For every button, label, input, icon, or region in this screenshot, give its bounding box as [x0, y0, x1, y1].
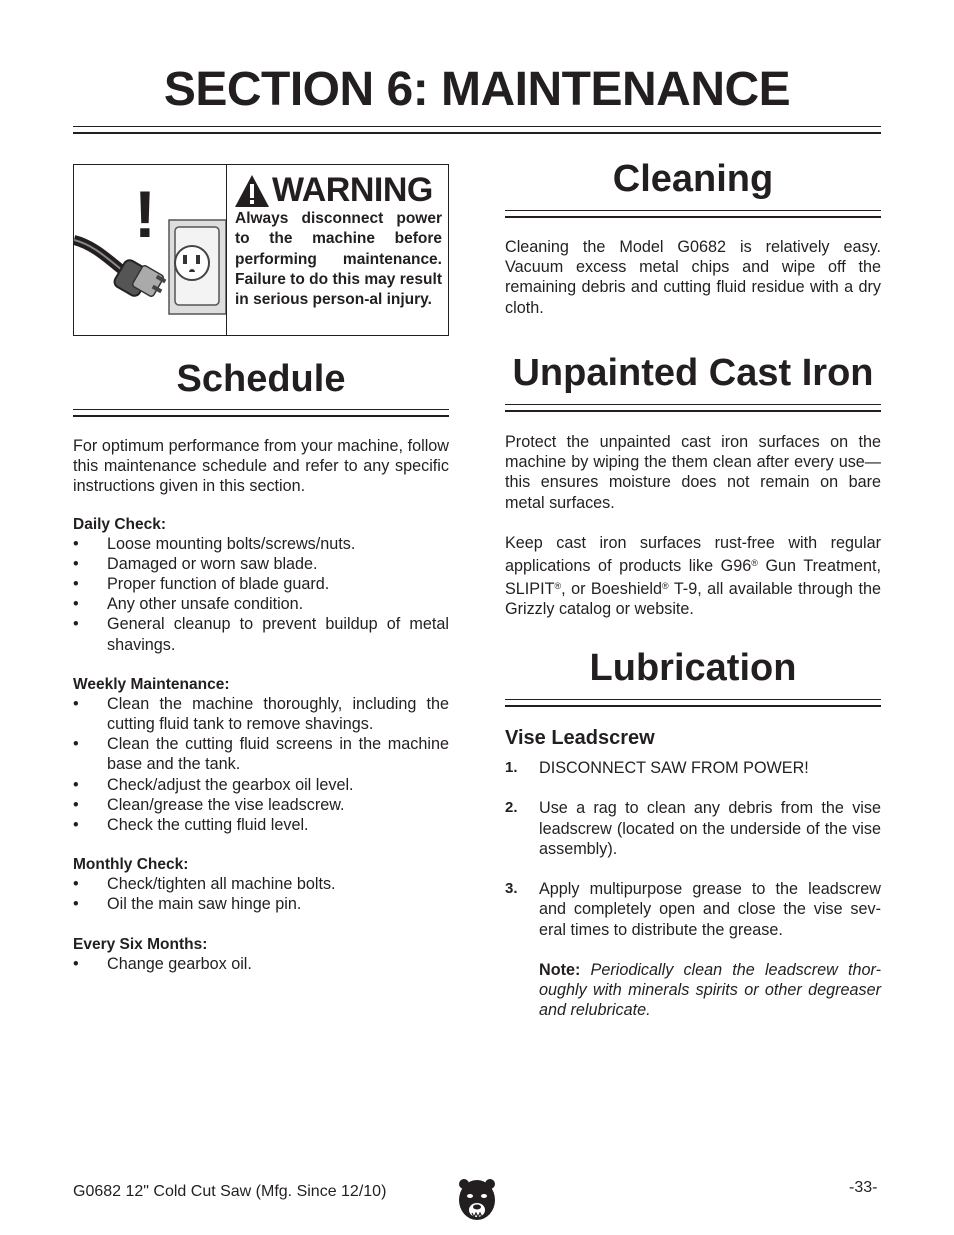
- cast-iron-content: [505, 432, 881, 620]
- step-text: Use a rag to clean any debris from the vise leadscrew (located on the underside of the vise assembly).: [539, 799, 881, 858]
- daily-check-label: Daily Check:: [73, 515, 167, 533]
- step-text: DISCONNECT SAW FROM POWER!: [539, 759, 809, 777]
- lubrication-heading: Lubrication: [589, 647, 797, 689]
- lubrication-content: [505, 727, 881, 1021]
- cast-iron-para1: Protect the unpainted cast iron surfaces on the machine by wiping the them clean after every use—this ensures moisture does not remain on bare metal surfaces.: [505, 433, 881, 512]
- cast-iron-para2: [505, 533, 881, 620]
- schedule-content: [73, 436, 449, 974]
- schedule-heading: Schedule: [176, 358, 346, 400]
- cast-iron-heading: Unpainted Cast Iron: [512, 352, 874, 394]
- step-item: [505, 798, 881, 859]
- note-label: Note:: [539, 960, 581, 979]
- cast-iron-para2-part-c: , or Boeshield: [561, 580, 663, 599]
- step-item: [505, 758, 881, 778]
- cast-iron-divider: [505, 404, 881, 412]
- schedule-divider: [73, 409, 449, 417]
- lubrication-steps: [505, 758, 881, 940]
- list-item: • Change gearbox oil.: [73, 954, 449, 974]
- grizzly-bear-logo-icon: [458, 1176, 496, 1222]
- warning-triangle-icon: [234, 174, 270, 208]
- cast-iron-para2-part-d: T-9, all available through the Grizzly catalog or website.: [505, 580, 881, 619]
- step-item: [505, 879, 881, 940]
- title-divider: [73, 126, 881, 134]
- plug-and-outlet-icon: [74, 165, 227, 335]
- daily-check-list: [73, 534, 449, 655]
- list-item: • Damaged or worn saw blade.: [73, 554, 449, 574]
- schedule-intro: For optimum performance from your machine, follow this maintenance schedule and refer to any specific instructions given in this section.: [73, 437, 449, 496]
- lubrication-note: [505, 960, 881, 1021]
- weekly-maintenance-list: [73, 694, 449, 835]
- list-item: • Proper function of blade guard.: [73, 574, 449, 594]
- warning-heading: [234, 171, 433, 210]
- monthly-check-list: [73, 874, 449, 914]
- note-text: Periodically clean the leadscrew thor-oughly with minerals spirits or other degreaser and relubricate.: [539, 960, 881, 1020]
- warning-box: [73, 164, 449, 336]
- every-six-months-list: [73, 954, 449, 974]
- list-item: • Clean the cutting fluid screens in the machine base and the tank.: [73, 734, 449, 774]
- cleaning-divider: [505, 210, 881, 218]
- list-item: • Check/tighten all machine bolts.: [73, 874, 449, 894]
- list-item: • Check/adjust the gearbox oil level.: [73, 775, 449, 795]
- registered-mark: ®: [751, 558, 758, 569]
- list-item: • Loose mounting bolts/screws/nuts.: [73, 534, 449, 554]
- list-item: • General cleanup to prevent buildup of metal shavings.: [73, 614, 449, 654]
- list-item: • Any other unsafe condition.: [73, 594, 449, 614]
- cleaning-text: Cleaning the Model G0682 is relatively easy. Vacuum excess metal chips and wipe off the remaining debris and cutting fluid residue with a dry cloth.: [505, 238, 881, 317]
- step-text: Apply multipurpose grease to the leadscrew and completely open and close the vise sev-eral times to distribute the grease.: [539, 880, 881, 939]
- svg-text:!: !: [134, 177, 156, 251]
- page-title: SECTION 6: MAINTENANCE: [163, 63, 791, 116]
- cast-iron-para2-part-a: Keep cast iron surfaces rust-free with regular applications of products like G96: [505, 533, 881, 576]
- list-item: • Oil the main saw hinge pin.: [73, 894, 449, 914]
- page-number: -33-: [849, 1179, 878, 1196]
- weekly-maintenance-label: Weekly Maintenance:: [73, 675, 230, 693]
- step-number: 3.: [505, 880, 518, 898]
- warning-text: Always disconnect power to the machine before performing maintenance. Failure to do this may result in serious person-al injury.: [235, 210, 442, 309]
- footer-model: G0682 12" Cold Cut Saw (Mfg. Since 12/10): [73, 1183, 387, 1200]
- registered-mark: ®: [554, 581, 562, 592]
- step-number: 2.: [505, 799, 518, 817]
- list-item: • Clean the machine thoroughly, including the cutting fluid tank to remove shavings.: [73, 694, 449, 734]
- registered-mark: ®: [662, 581, 669, 592]
- vise-leadscrew-subheading: Vise Leadscrew: [505, 727, 655, 749]
- cast-iron-para2-part-b: Gun Treatment, SLIPIT: [505, 557, 881, 599]
- list-item: • Clean/grease the vise leadscrew.: [73, 795, 449, 815]
- list-item: • Check the cutting fluid level.: [73, 815, 449, 835]
- monthly-check-label: Monthly Check:: [73, 856, 189, 874]
- every-six-months-label: Every Six Months:: [73, 935, 208, 953]
- warning-heading-label: WARNING: [272, 171, 433, 209]
- step-number: 1.: [505, 759, 518, 776]
- lubrication-divider: [505, 699, 881, 707]
- cleaning-heading: Cleaning: [612, 158, 774, 200]
